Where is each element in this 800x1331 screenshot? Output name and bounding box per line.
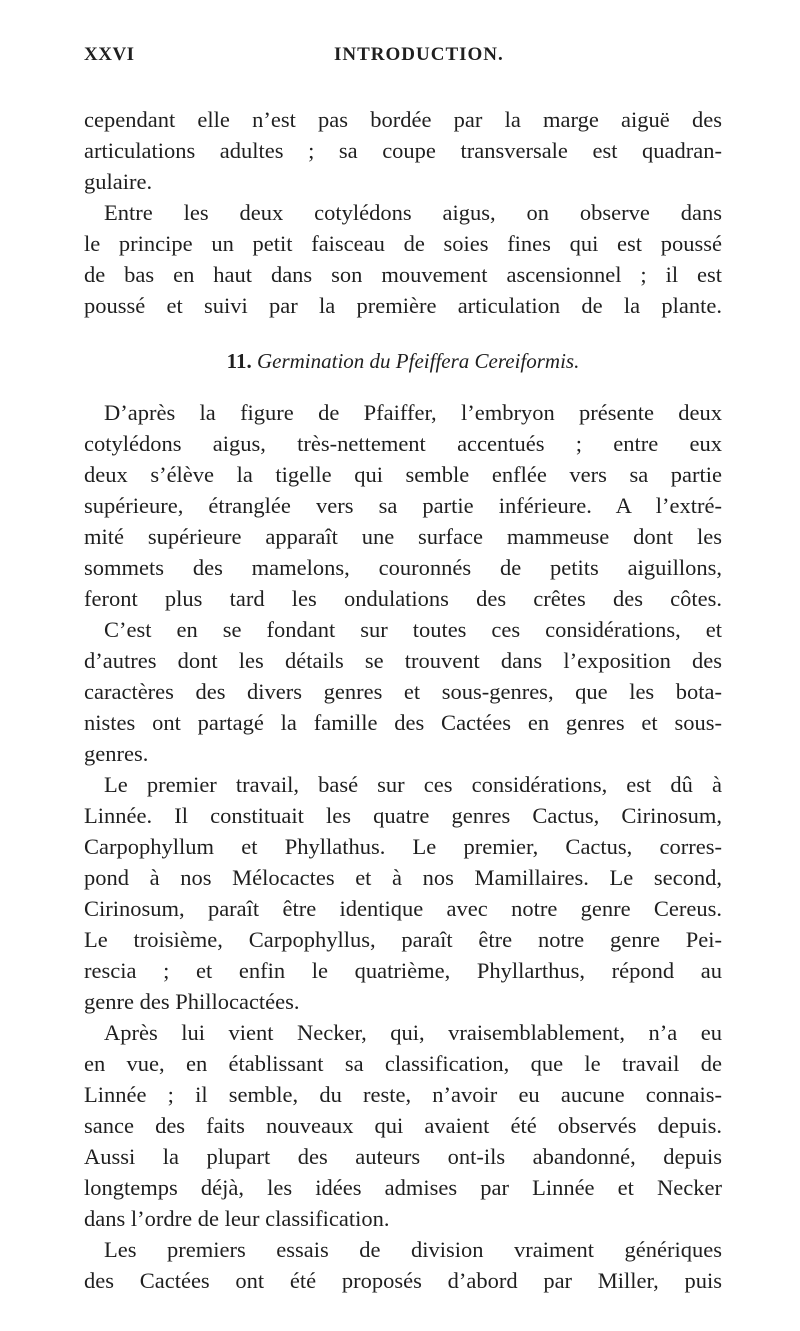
running-header — [84, 44, 724, 74]
text-line: Après lui vient Necker, qui, vraisemblablement, n’a eu — [104, 1020, 722, 1045]
text-line: le principe un petit faisceau de soies fines qui est poussé — [84, 231, 722, 256]
section-title: Germination du Pfeiffera Cereiformis. — [256, 349, 580, 373]
section-heading — [84, 346, 722, 377]
text-line: dans l’ordre de leur classification. — [84, 1206, 390, 1231]
text-line: sommets des mamelons, couronnés de petits aiguillons, — [84, 555, 722, 580]
text-line: d’autres dont les détails se trouvent dans l’exposition des — [84, 648, 722, 673]
paragraph — [84, 197, 722, 321]
text-line: cependant elle n’est pas bordée par la marge aiguë des — [84, 107, 722, 132]
text-line: sance des faits nouveaux qui avaient été observés depuis. — [84, 1113, 722, 1138]
body-text — [84, 104, 722, 1296]
text-line: rescia ; et enfin le quatrième, Phyllarthus, répond au — [84, 958, 722, 983]
text-line: C’est en se fondant sur toutes ces considérations, et — [104, 617, 722, 642]
text-line: Carpophyllum et Phyllathus. Le premier, Cactus, corres- — [84, 834, 722, 859]
text-line: feront plus tard les ondulations des crêtes des côtes. — [84, 586, 722, 611]
text-line: gulaire. — [84, 169, 153, 194]
text-line: articulations adultes ; sa coupe transversale est quadran- — [84, 138, 722, 163]
text-line: des Cactées ont été proposés d’abord par Miller, puis — [84, 1268, 722, 1293]
text-line: Aussi la plupart des auteurs ont-ils abandonné, depuis — [84, 1144, 722, 1169]
paragraph — [84, 769, 722, 1017]
text-line: poussé et suivi par la première articulation de la plante. — [84, 293, 722, 318]
page-number: XXVI — [84, 44, 135, 65]
text-line: cotylédons aigus, très-nettement accentués ; entre eux — [84, 431, 722, 456]
text-line: Linnée ; il semble, du reste, n’avoir eu aucune connais- — [84, 1082, 722, 1107]
text-line: nistes ont partagé la famille des Cactées en genres et sous- — [84, 710, 722, 735]
section-number: 11. — [226, 349, 252, 373]
text-line: supérieure, étranglée vers sa partie inférieure. A l’extré- — [84, 493, 722, 518]
text-line: Les premiers essais de division vraiment génériques — [104, 1237, 722, 1262]
paragraph — [84, 397, 722, 614]
paragraph — [84, 1017, 722, 1234]
text-line: caractères des divers genres et sous-genres, que les bota- — [84, 679, 722, 704]
text-line: mité supérieure apparaît une surface mammeuse dont les — [84, 524, 722, 549]
paragraph — [84, 104, 722, 197]
text-line: genre des Phillocactées. — [84, 989, 300, 1014]
text-line: de bas en haut dans son mouvement ascensionnel ; il est — [84, 262, 722, 287]
text-line: deux s’élève la tigelle qui semble enflée vers sa partie — [84, 462, 722, 487]
text-line: Cirinosum, paraît être identique avec notre genre Cereus. — [84, 896, 722, 921]
text-line: D’après la figure de Pfaiffer, l’embryon présente deux — [104, 400, 722, 425]
running-title: INTRODUCTION. — [334, 44, 504, 65]
text-line: Entre les deux cotylédons aigus, on observe dans — [104, 200, 722, 225]
paragraph — [84, 614, 722, 769]
text-line: genres. — [84, 741, 149, 766]
paragraph — [84, 1234, 722, 1296]
text-line: Le premier travail, basé sur ces considérations, est dû à — [104, 772, 722, 797]
text-line: pond à nos Mélocactes et à nos Mamillaires. Le second, — [84, 865, 722, 890]
text-line: Linnée. Il constituait les quatre genres Cactus, Cirinosum, — [84, 803, 722, 828]
text-line: longtemps déjà, les idées admises par Linnée et Necker — [84, 1175, 722, 1200]
text-line: Le troisième, Carpophyllus, paraît être notre genre Pei- — [84, 927, 722, 952]
text-line: en vue, en établissant sa classification, que le travail de — [84, 1051, 722, 1076]
